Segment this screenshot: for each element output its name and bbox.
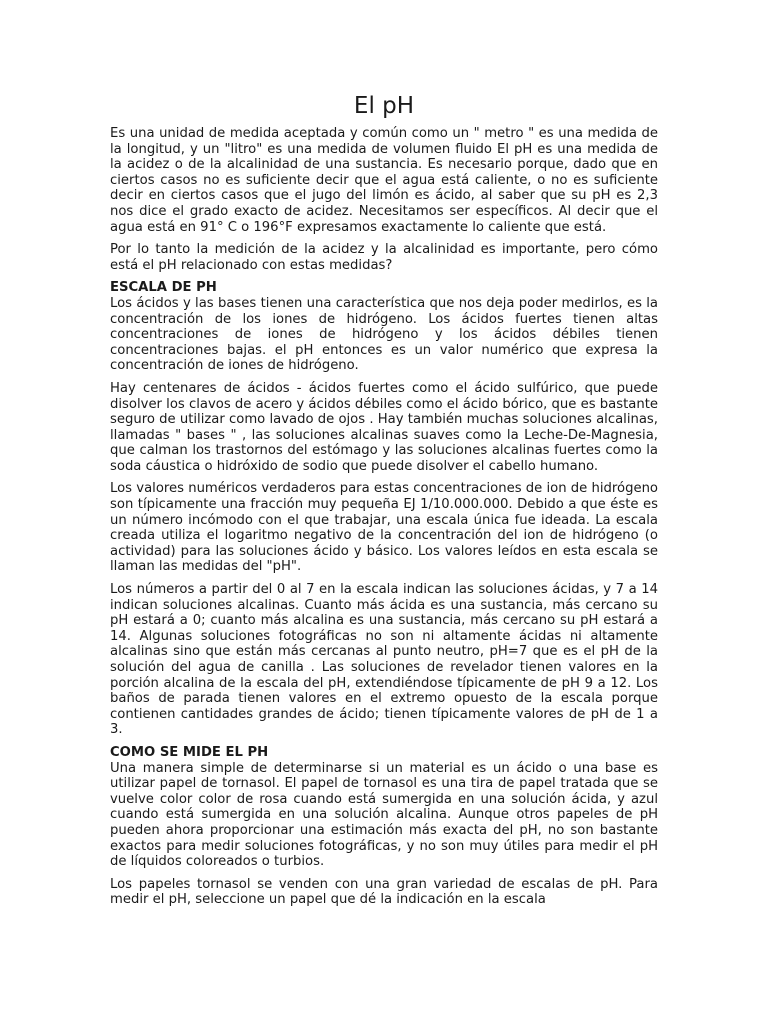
- page-title: El pH: [353, 93, 415, 119]
- escala-paragraph-3: Los valores numéricos verdaderos para estas concentraciones de ion de hidrógeno son típicamente una fracción muy pequeña EJ 1/10.000.000. Debido a que éste es un número incómodo con el que trabajar, una escala única fue ideada. La escala creada utiliza el logaritmo negativo de la concentración del ion de hidrógeno (o actividad) para las soluciones ácido y básico. Los valores leídos en esta escala se llaman las medidas del "pH".: [110, 481, 658, 575]
- escala-paragraph-4: Los números a partir del 0 al 7 en la escala indican las soluciones ácidas, y 7 a 14 indican soluciones alcalinas. Cuanto más ácida es una sustancia, más cercano su pH estará a 0; cuanto más alcalina es una sustancia, más cercano su pH estará a 14. Algunas soluciones fotográficas no son ni altamente ácidas ni altamente alcalinas sino que están más cercanas al punto neutro, pH=7 que es el pH de la solución del agua de canilla . Las soluciones de revelador tienen valores en la porción alcalina de la escala del pH, extendiéndose típicamente de pH 9 a 12. Los baños de parada tienen valores en el extremo opuesto de la escala porque contienen cantidades grandes de ácido; tienen típicamente valores de pH de 1 a 3.: [110, 582, 658, 738]
- mide-paragraph-2: Los papeles tornasol se venden con una gran variedad de escalas de pH. Para medir el pH, seleccione un papel que dé la indicación en la escala: [110, 876, 658, 908]
- section-heading-escala: ESCALA DE PH: [110, 280, 217, 296]
- escala-paragraph-1: Los ácidos y las bases tienen una característica que nos deja poder medirlos, es la concentración de los iones de hidrógeno. Los ácidos fuertes tienen altas concentraciones de iones de hidrógeno y los ácidos débiles tienen concentraciones bajas. el pH entonces es un valor numérico que expresa la concentración de iones de hidrógeno.: [110, 295, 658, 374]
- document-body: [110, 92, 658, 915]
- intro-paragraph-2: Por lo tanto la medición de la acidez y la alcalinidad es importante, pero cómo está el pH relacionado con estas medidas?: [110, 242, 658, 273]
- escala-paragraph-2: Hay centenares de ácidos - ácidos fuertes como el ácido sulfúrico, que puede disolver los clavos de acero y ácidos débiles como el ácido bórico, que es bastante seguro de utilizar como lavado de ojos . Hay también muchas soluciones alcalinas, llamadas " bases " , las soluciones alcalinas suaves como la Leche-De-Magnesia, que calman los trastornos del estómago y las soluciones alcalinas fuertes como la soda cáustica o hidróxido de sodio que puede disolver el cabello humano.: [110, 380, 658, 474]
- mide-paragraph-1: Una manera simple de determinarse si un material es un ácido o una base es utilizar papel de tornasol. El papel de tornasol es una tira de papel tratada que se vuelve color color de rosa cuando está sumergida en una solución ácida, y azul cuando está sumergida en una solución alcalina. Aunque otros papeles de pH pueden ahora proporcionar una estimación más exacta del pH, no son bastante exactos para medir soluciones fotográficas, y no son muy útiles para medir el pH de líquidos coloreados o turbios.: [110, 760, 658, 870]
- section-heading-como-se-mide: COMO SE MIDE EL PH: [110, 744, 269, 760]
- intro-paragraph-1: Es una unidad de medida aceptada y común como un " metro " es una medida de la longitud, y un "litro" es una medida de volumen fluido El pH es una medida de la acidez o de la alcalinidad de una sustancia. Es necesario porque, dado que en ciertos casos no es suficiente decir que el agua está caliente, o no es suficiente decir en ciertos casos que el jugo del limón es ácido, al saber que su pH es 2,3 nos dice el grado exacto de acidez. Necesitamos ser específicos. Al decir que el agua está en 91° C o 196°F expresamos exactamente lo caliente que está.: [110, 126, 658, 235]
